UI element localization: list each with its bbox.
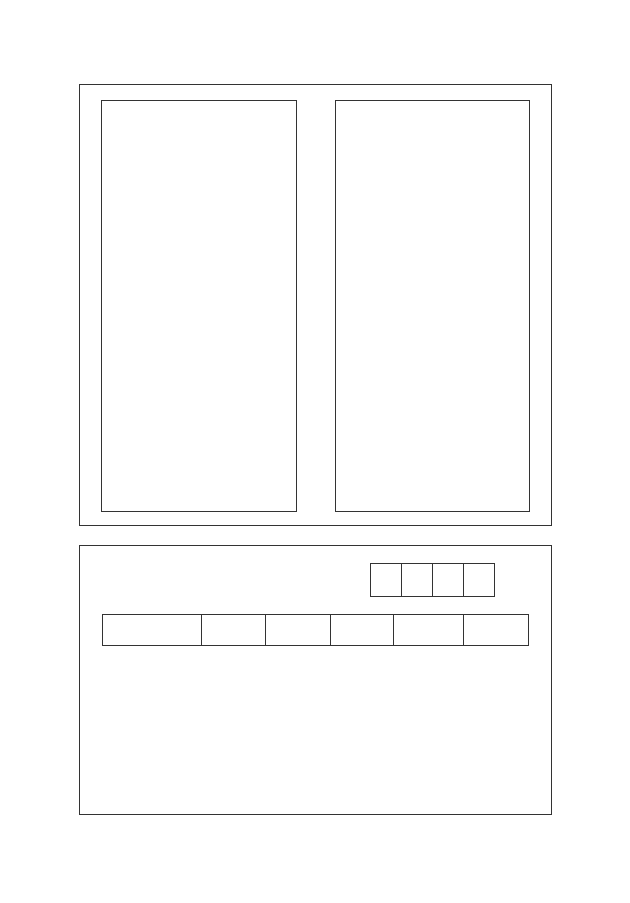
- header-remarks: [464, 615, 529, 646]
- count-digit-box[interactable]: [371, 564, 402, 597]
- table-header-row: [103, 615, 529, 646]
- notes-box: [101, 100, 297, 512]
- header-cumulative: [266, 615, 331, 646]
- header-remaining: [331, 615, 394, 646]
- header-date: [103, 615, 202, 646]
- poster-count-boxes: [370, 563, 495, 597]
- header-stamp-count: [202, 615, 266, 646]
- count-digit-box[interactable]: [402, 564, 433, 597]
- count-digit-box[interactable]: [464, 564, 495, 597]
- header-commission-seal: [394, 615, 464, 646]
- count-digit-box[interactable]: [433, 564, 464, 597]
- ticket-box: [335, 100, 530, 512]
- stamp-table: [102, 614, 529, 646]
